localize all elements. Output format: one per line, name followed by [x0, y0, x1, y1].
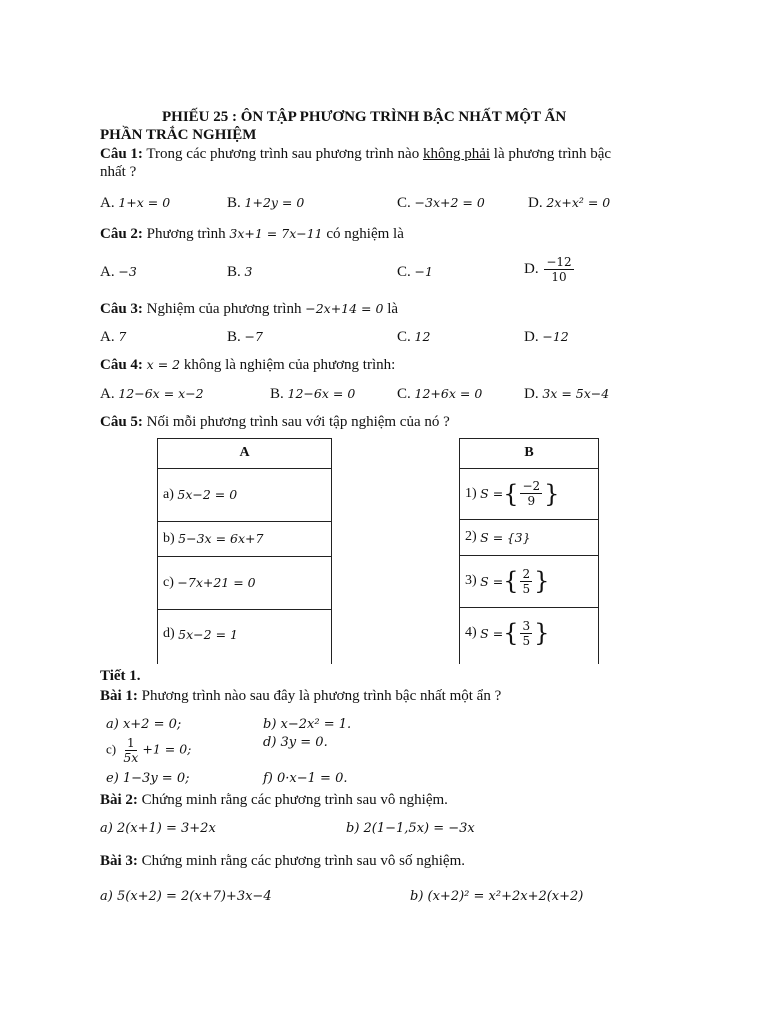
question-3: Câu 3: Nghiệm của phương trình −2x+14 = 0 là — [100, 301, 399, 317]
question-2: Câu 2: Phương trình 3x+1 = 7x−11 có nghiệm là — [100, 226, 404, 242]
option-b: B. 3 — [227, 264, 253, 280]
option-a: A. 7 — [100, 329, 127, 345]
table-b-row: 1) S = { $\frac{-2}{9}$ } — [465, 479, 560, 508]
question-text: là phương trình bậc — [490, 146, 612, 162]
lesson-heading: Tiết 1. — [100, 668, 141, 684]
table-a-row: a) 5x−2 = 0 — [163, 486, 238, 502]
question-5: Câu 5: Nối mỗi phương trình sau với tập nghiệm của nó ? — [100, 414, 450, 430]
page-title: PHIẾU 25 : ÔN TẬP PHƯƠNG TRÌNH BẬC NHẤT MỘT ẨN — [162, 109, 567, 125]
question-text: Trong các phương trình sau phương trình nào — [142, 146, 423, 162]
option-b: B. 1+2y = 0 — [227, 195, 305, 211]
section-heading: PHẦN TRẮC NGHIỆM — [100, 127, 257, 143]
option-c: C. 12 — [397, 329, 431, 345]
exercise-1: Bài 1: Phương trình nào sau đây là phương trình bậc nhất một ẩn ? — [100, 688, 502, 704]
option-a: A. 12−6x = x−2 — [100, 386, 204, 402]
table-b-row: 4) S = { $\frac{3}{5}$ } — [465, 618, 550, 648]
option-a: A. 1+x = 0 — [100, 195, 171, 211]
question-1-line2: nhất ? — [100, 164, 137, 180]
exercise-1-a: a) x+2 = 0; — [106, 717, 182, 732]
option-b: B. −7 — [227, 329, 263, 345]
exercise-2-b: b) 2(1−1,5x) = −3x — [346, 821, 475, 836]
exercise-3-b: b) (x+2)² = x²+2x+2(x+2) — [410, 889, 584, 904]
table-b-header: B — [524, 445, 534, 460]
option-d: D. $\frac{-12}{10}$ — [524, 255, 572, 284]
table-a-row: b) 5−3x = 6x+7 — [163, 530, 264, 546]
exercise-1-f: f) 0·x−1 = 0. — [263, 771, 348, 786]
table-b-row: 3) S = { $\frac{2}{5}$ } — [465, 566, 550, 596]
exercise-2-a: a) 2(x+1) = 3+2x — [100, 821, 216, 836]
fraction: $\frac{-12}{10}$ — [546, 255, 572, 284]
option-d: D. 3x = 5x−4 — [524, 386, 610, 402]
question-1 — [100, 145, 611, 163]
exercise-3-a: a) 5(x+2) = 2(x+7)+3x−4 — [100, 889, 272, 904]
option-b: B. 12−6x = 0 — [270, 386, 356, 402]
exercise-1-d: d) 3y = 0. — [263, 735, 328, 750]
exercise-1-c: c) $\frac{1}{5x}$ +1 = 0; — [106, 736, 192, 765]
table-a-header: A — [239, 445, 250, 460]
option-c: C. −1 — [397, 264, 433, 280]
option-d: D. 2x+x² = 0 — [528, 195, 611, 211]
exercise-3: Bài 3: Chứng minh rằng các phương trình sau vô số nghiệm. — [100, 853, 465, 869]
option-c: C. 12+6x = 0 — [397, 386, 483, 402]
question-4: Câu 4: x = 2 không là nghiệm của phương trình: — [100, 357, 396, 373]
option-c: C. −3x+2 = 0 — [397, 195, 485, 211]
option-d: D. −12 — [524, 329, 569, 345]
option-a: A. −3 — [100, 264, 137, 280]
underlined-text: không phải — [422, 146, 491, 162]
exercise-2: Bài 2: Chứng minh rằng các phương trình sau vô nghiệm. — [100, 792, 448, 808]
exercise-1-b: b) x−2x² = 1. — [263, 717, 352, 732]
exercise-1-e: e) 1−3y = 0; — [106, 771, 190, 786]
table-a-row: d) 5x−2 = 1 — [163, 626, 238, 642]
question-label: Câu 1: — [100, 146, 143, 162]
table-b-row: 2) S = { 3 } — [465, 529, 531, 545]
table-a-row: c) −7x+21 = 0 — [163, 574, 256, 590]
